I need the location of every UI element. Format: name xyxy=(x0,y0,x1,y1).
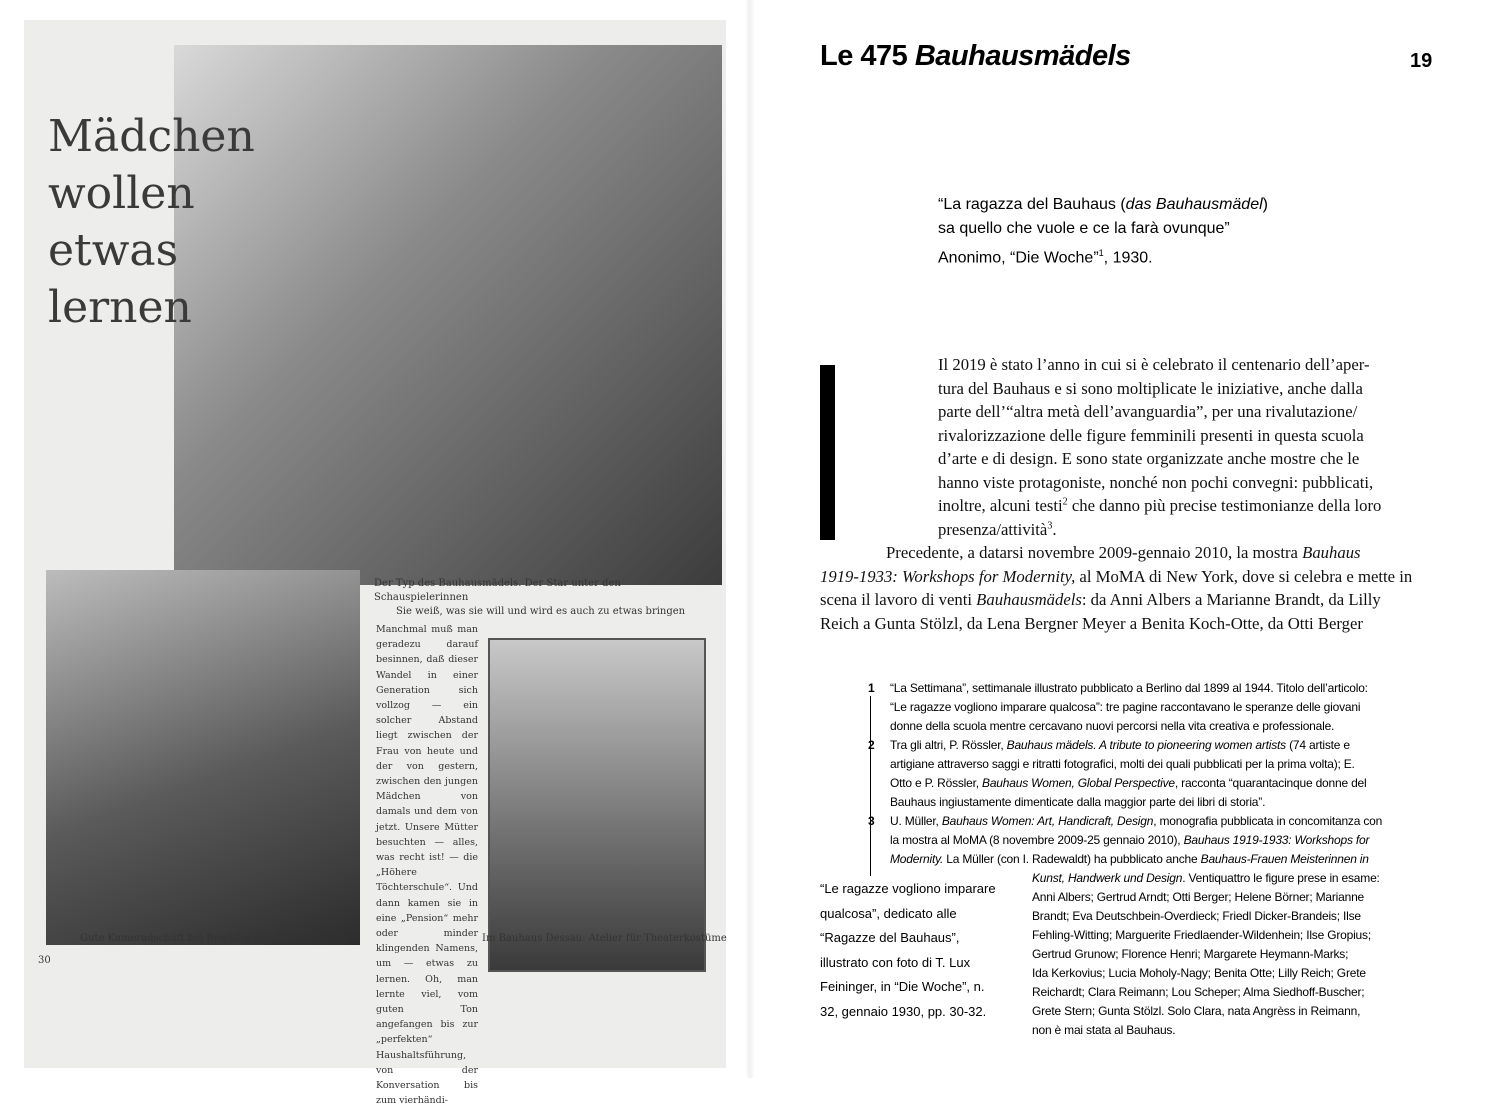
footnote-line: artigiane attraverso saggi e ritratti fotografici, molti dei quali pubblicati per la prima volta); E. xyxy=(890,757,1355,771)
body-line: tura del Bauhaus e si sono moltiplicate le iniziative, anche dalla xyxy=(938,378,1363,398)
drop-cap-bar xyxy=(820,365,835,540)
body-line: hanno viste protagoniste, nonché non pochi convegni: pubblicati, xyxy=(938,472,1374,492)
scan-column-text: Manchmal muß man geradezu darauf besinnen, daß dieser Wandel in einer Generation sich vollzog — ein solcher Abstand liegt zwischen der Frau von heute und der von gestern, zwischen den jungen Mädchen von damals und dem von jetzt. Unsere Mütter besuchten — alles, was recht ist! — die „Höhere Töchterschule“. Und dann kamen sie in eine „Pension“ mehr oder minder klingenden Namens, um — etwas zu lernen. Oh, man lernte viel, vom guten Ton angefangen bis zur „perfekten“ Haushaltsführung, von der Konversation bis zum vierhändi- xyxy=(376,624,478,1107)
footnote-line: Kunst, Handwerk und Design. Ventiquattro le figure prese in esame: xyxy=(1032,871,1380,885)
footnote-line: Tra gli altri, P. Rössler, Bauhaus mädels. A tribute to pioneering women artists (74 artiste e xyxy=(890,738,1350,752)
footnote-line: Grete Stern; Gunta Stölzl. Solo Clara, nata Angrèss in Reimann, xyxy=(1032,1004,1361,1018)
body-line: 1919-1933: Workshops for Modernity, al MoMA di New York, dove si celebra e mette in xyxy=(820,566,1413,586)
chapter-title: Le 475 Bauhausmädels xyxy=(820,40,1131,72)
body-line: scena il lavoro di venti Bauhausmädels: da Anni Albers a Marianne Brandt, da Lilly xyxy=(820,590,1381,609)
scan-headline: Mädchen wollen etwas lernen xyxy=(48,111,255,333)
footnote-line: Otto e P. Rössler, Bauhaus Women, Global Perspective, racconta “quarantacinque donne del xyxy=(890,776,1367,790)
left-page xyxy=(0,0,750,1107)
geometry-photo xyxy=(46,570,360,945)
body-line: Precedente, a datarsi novembre 2009-gennaio 2010, la mostra Bauhaus xyxy=(886,543,1361,562)
body-line: Reich a Gunta Stölzl, da Lena Bergner Meyer a Benita Koch-Otte, da Otti Berger xyxy=(820,613,1363,633)
right-page xyxy=(755,0,1500,1078)
footnote-line: Fehling-Witting; Marguerite Friedlaender-Wildenhein; Ilse Gropius; xyxy=(1032,928,1371,942)
image-caption: “Le ragazze vogliono imparare qualcosa”, dedicato alle “Ragazze del Bauhaus”, illustrato con foto di T. Lux Feininger, in “Die Woche”, n. 32, gennaio 1930, pp. 30-32. xyxy=(820,881,996,1019)
footnote-line: “La Settimana”, settimanale illustrato pubblicato a Berlino dal 1899 al 1944. Titolo dell’articolo: xyxy=(890,681,1368,695)
scan-page-number: 30 xyxy=(38,955,51,966)
footnote-rule xyxy=(870,696,871,876)
body-line: presenza/attività$^3$. xyxy=(938,519,1057,539)
footnote-line: Gertrud Grunow; Florence Henri; Margarete Heymann-Marks; xyxy=(1032,947,1349,961)
footnote-line: non è mai stata al Bauhaus. xyxy=(1032,1023,1176,1037)
footnote-line: Brandt; Eva Deutschbein-Overdieck; Friedl Dicker-Brandeis; Ilse xyxy=(1032,909,1361,923)
footnote-line: Bauhaus ingiustamente dimenticate dalla maggior parte dei libri di storia”. xyxy=(890,795,1266,809)
scan-caption-right: Im Bauhaus Dessau: Atelier für Theaterkostüme xyxy=(482,933,727,944)
scan-caption-left: Gute Kameradschaft bei Bewältigung der Geometrie xyxy=(80,933,347,944)
body-line: d’arte e di design. E sono state organizzate anche mostre che le xyxy=(938,449,1360,468)
footnote-number: 2 xyxy=(868,738,875,752)
footnote-line: Anni Albers; Gertrud Arndt; Otti Berger; Helene Börner; Marianne xyxy=(1032,890,1365,904)
portrait-photo xyxy=(174,45,722,585)
footnote-line: la mostra al MoMA (8 novembre 2009-25 gennaio 2010), Bauhaus 1919-1933: Workshops for xyxy=(890,833,1370,847)
page-number: 19 xyxy=(1410,50,1433,72)
footnote-line: “Le ragazze vogliono imparare qualcosa”: tre pagine raccontavano le speranze delle giovani xyxy=(890,700,1361,714)
footnote-line: donne della scuola mentre cercavano nuovi percorsi nella vita creativa e professionale. xyxy=(890,719,1335,733)
footnote-number: 3 xyxy=(868,814,875,828)
book-gutter xyxy=(745,0,755,1078)
footnote-line: Ida Kerkovius; Lucia Moholy-Nagy; Benita Otte; Lilly Reich; Grete xyxy=(1032,966,1366,980)
magazine-scan xyxy=(24,20,727,1107)
footnote-line: U. Müller, Bauhaus Women: Art, Handicraft, Design, monografia pubblicata in concomitanza con xyxy=(890,814,1383,828)
body-line: rivalorizzazione delle figure femminili presenti in questa scuola xyxy=(938,425,1364,445)
body-line: parte dell’“altra metà dell’avanguardia”, per una rivalutazione/ xyxy=(938,402,1358,421)
footnote-line: Modernity. La Müller (con I. Radewaldt) ha pubblicato anche Bauhaus-Frauen Meisterinnen in xyxy=(890,852,1369,866)
body-line: inoltre, alcuni testi$^2$ che danno più precise testimonianze della loro xyxy=(938,496,1382,515)
scan-caption-top: Der Typ des Bauhausmädels. Der Star unter den Schauspielerinnen Sie weiß, was sie will und wird es auch zu etwas bringen xyxy=(374,578,686,617)
footnote-line: Reichardt; Clara Reimann; Lou Scheper; Alma Siedhoff-Buscher; xyxy=(1032,985,1365,999)
body-line: Il 2019 è stato l’anno in cui si è celebrato il centenario dell’aper- xyxy=(938,355,1370,374)
epigraph: “La ragazza del Bauhaus (das Bauhausmädel) sa quello che vuole e ce la farà ovunque” Anonimo, “Die Woche”$^1$, 1930. xyxy=(938,196,1268,267)
atelier-photo xyxy=(488,638,706,972)
footnote-number: 1 xyxy=(868,681,875,695)
